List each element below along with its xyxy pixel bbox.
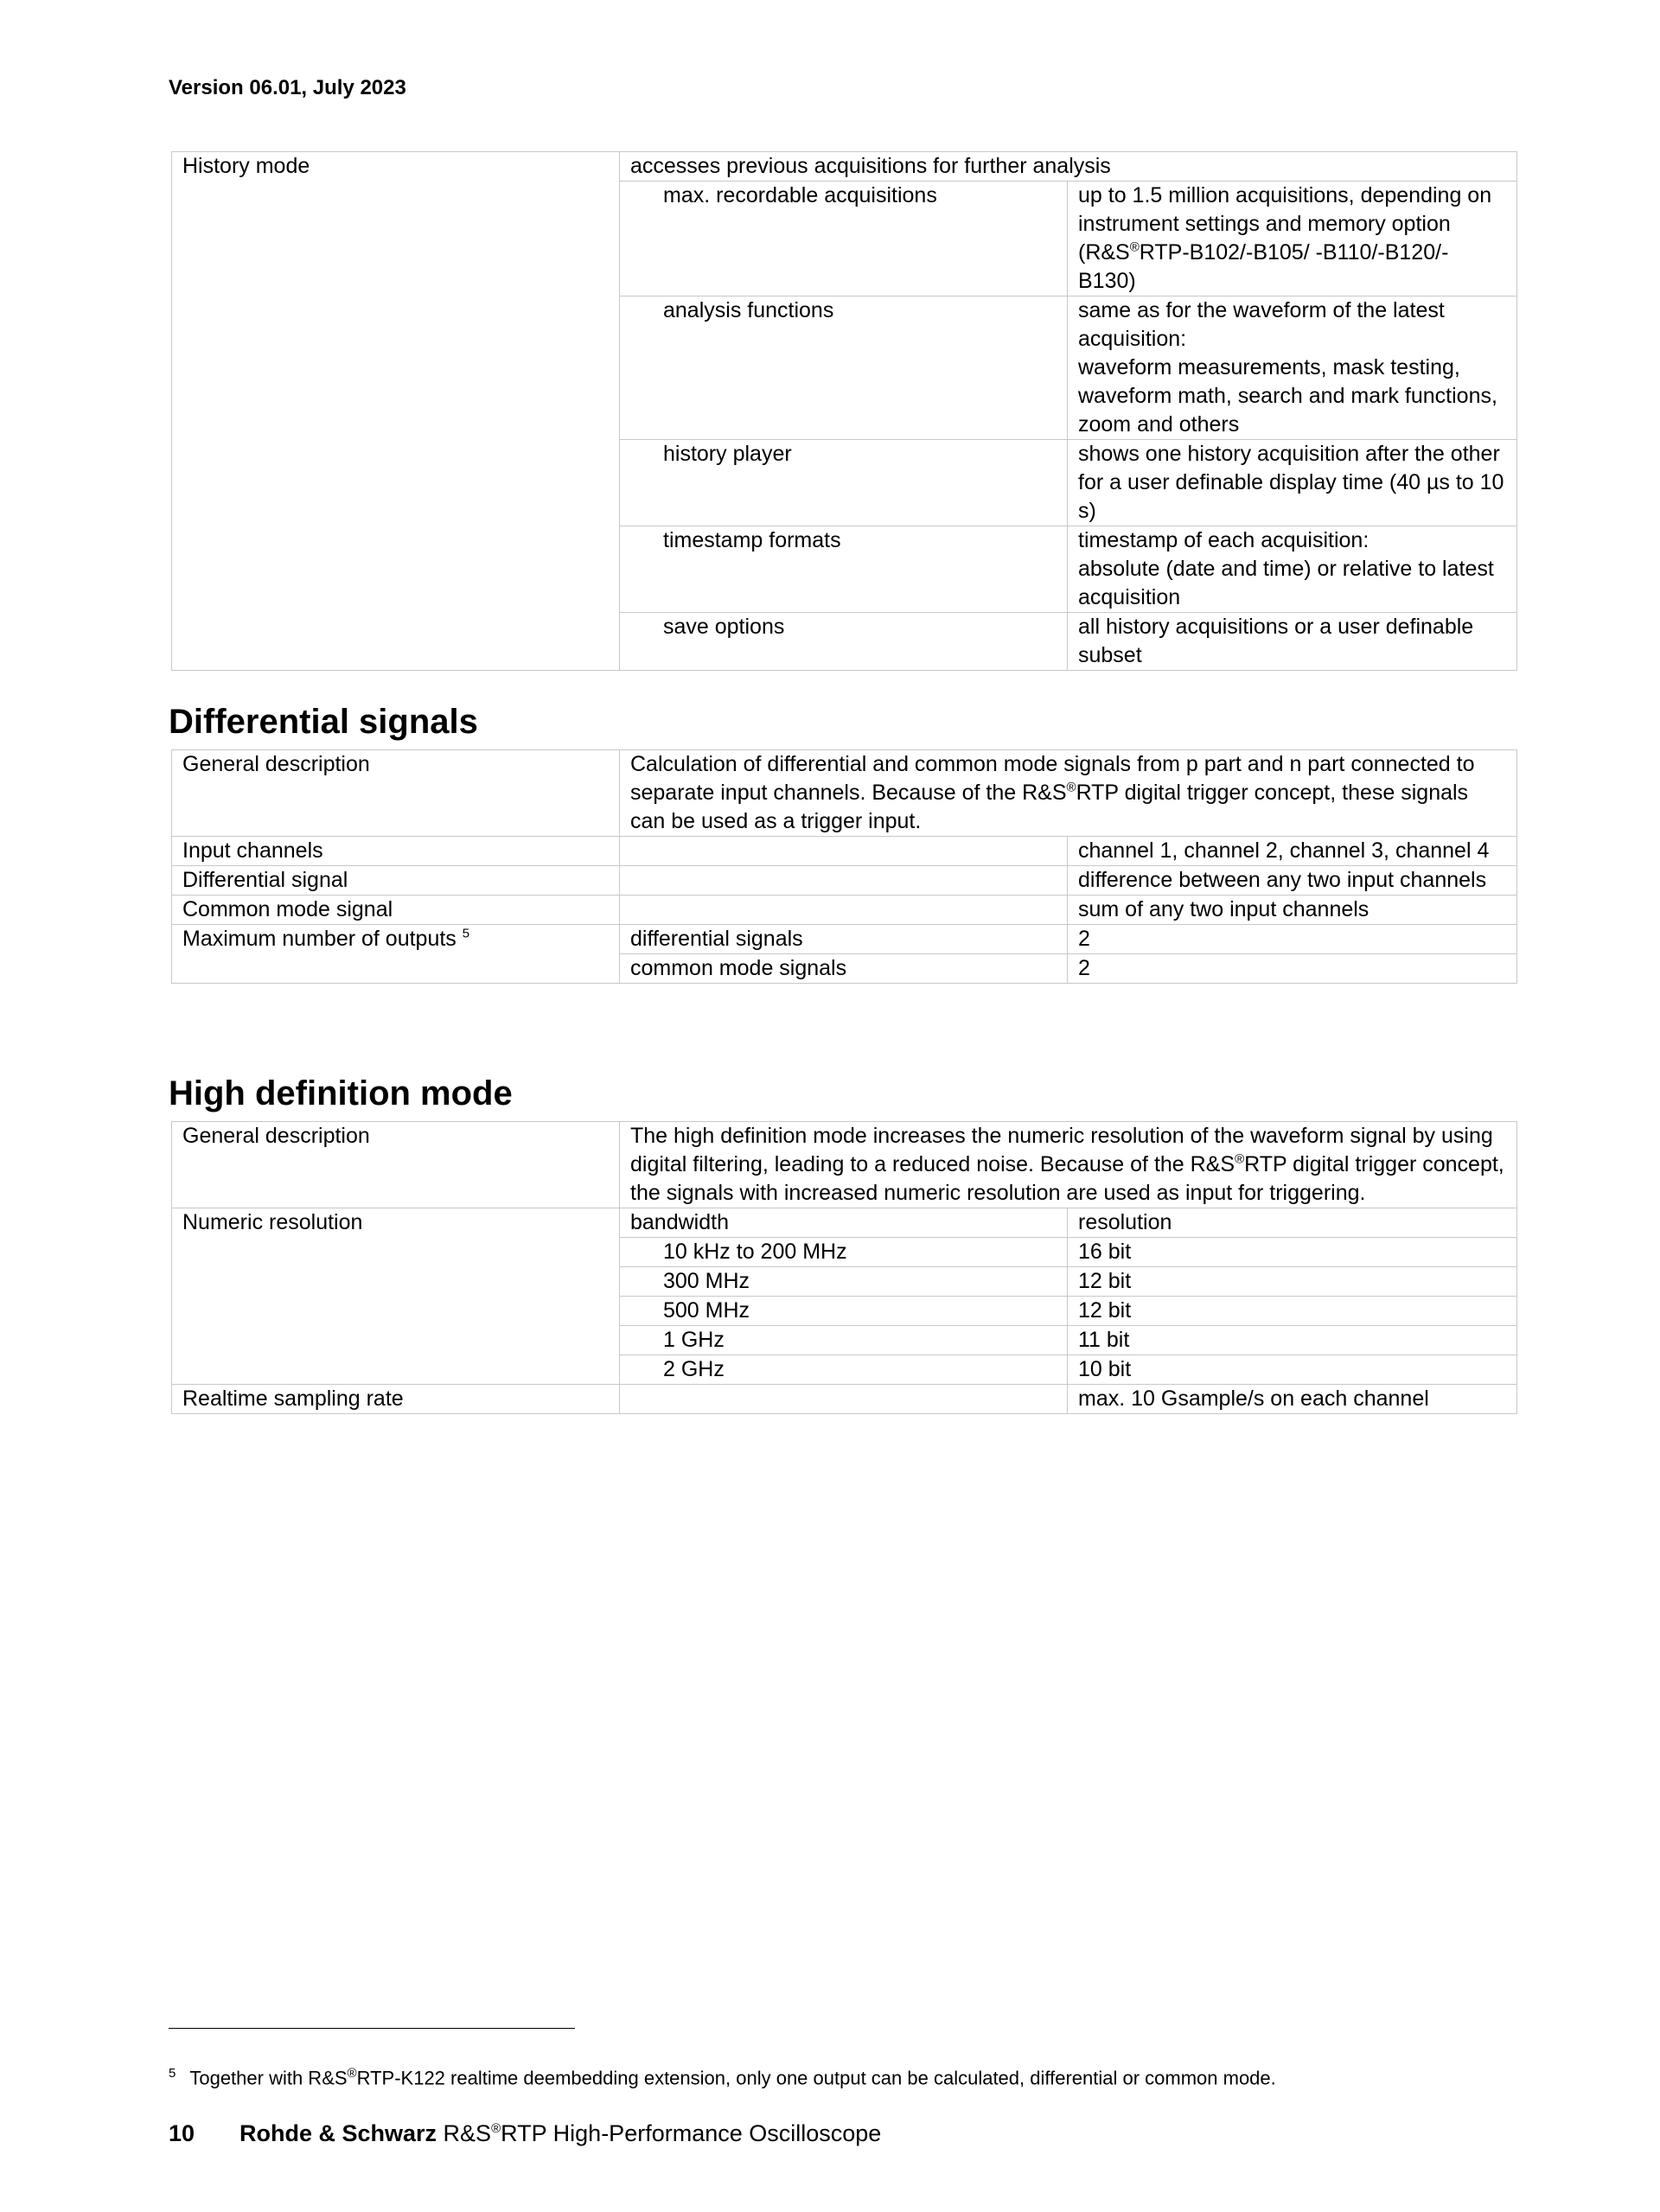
resolution-cell: 10 bit	[1068, 1355, 1517, 1385]
bandwidth-cell: 1 GHz	[620, 1326, 1068, 1355]
high-definition-heading: High definition mode	[169, 1074, 513, 1112]
param-value: up to 1.5 million acquisitions, depending on instrument settings and memory option (R&S®RTP-B102/-B105/ -B110/-B120/-B130)	[1068, 182, 1517, 296]
row-label: Differential signal	[172, 866, 620, 896]
footnote-number: 5	[169, 2066, 176, 2081]
output-name: common mode signals	[620, 954, 1068, 984]
table-row	[172, 925, 1517, 954]
column-header-resolution: resolution	[1068, 1208, 1517, 1238]
bandwidth-cell: 2 GHz	[620, 1355, 1068, 1385]
output-value: 2	[1068, 925, 1517, 954]
table-row	[172, 1122, 1517, 1208]
page-number: 10	[169, 2120, 195, 2146]
general-description: Calculation of differential and common mode signals from p part and n part connected to separate input channels. Because of the R&S®RTP digital trigger concept, these signals can be used as a trigger input.	[620, 750, 1517, 837]
registered-mark: ®	[1066, 780, 1076, 795]
table-row	[172, 1385, 1517, 1414]
table-row	[172, 837, 1517, 866]
row-value: sum of any two input channels	[1068, 896, 1517, 925]
bandwidth-cell: 10 kHz to 200 MHz	[620, 1238, 1068, 1267]
version-header: Version 06.01, July 2023	[169, 76, 406, 99]
param-value: all history acquisitions or a user definable subset	[1068, 613, 1517, 671]
row-label: General description	[172, 750, 620, 837]
row-value: max. 10 Gsample/s on each channel	[1068, 1385, 1517, 1414]
history-mode-label: History mode	[172, 152, 620, 671]
history-mode-intro: accesses previous acquisitions for further analysis	[620, 152, 1517, 182]
param-name: timestamp formats	[620, 526, 1068, 613]
param-name: save options	[620, 613, 1068, 671]
general-description: The high definition mode increases the numeric resolution of the waveform signal by using digital filtering, leading to a reduced noise. Because of the R&S®RTP digital trigger concept, the signals with increased numeric resolution are used as input for triggering.	[620, 1122, 1517, 1208]
history-mode-table	[171, 151, 1517, 671]
param-name: history player	[620, 440, 1068, 526]
table-row	[172, 866, 1517, 896]
row-label: General description	[172, 1122, 620, 1208]
table-row	[172, 750, 1517, 837]
brand-name: Rohde & Schwarz	[239, 2120, 437, 2146]
differential-signals-table	[171, 749, 1517, 984]
resolution-cell: 16 bit	[1068, 1238, 1517, 1267]
footnote: $^5$ Together with R&S®RTP-K122 realtime deembedding extension, only one output can be calculated, differential or common mode.	[169, 2066, 1276, 2089]
page-footer: 10 Rohde & Schwarz R&S®RTP High-Performance Oscilloscope	[169, 2120, 882, 2146]
bandwidth-cell: 300 MHz	[620, 1267, 1068, 1297]
row-label: Common mode signal	[172, 896, 620, 925]
row-label: Realtime sampling rate	[172, 1385, 620, 1414]
row-label: Input channels	[172, 837, 620, 866]
registered-mark: ®	[1235, 1151, 1245, 1167]
row-label: Maximum number of outputs $^5$	[172, 925, 620, 984]
footnote-divider	[169, 2028, 575, 2029]
differential-signals-heading: Differential signals	[169, 703, 478, 741]
resolution-cell: 11 bit	[1068, 1326, 1517, 1355]
registered-mark: ®	[1129, 239, 1140, 255]
table-row	[172, 896, 1517, 925]
row-value: channel 1, channel 2, channel 3, channel 4	[1068, 837, 1517, 866]
column-header-bandwidth: bandwidth	[620, 1208, 1068, 1238]
param-name: analysis functions	[620, 296, 1068, 440]
param-value: same as for the waveform of the latest acquisition: waveform measurements, mask testing, waveform math, search and mark functions, zoom and others	[1068, 296, 1517, 440]
table-row	[172, 152, 1517, 182]
param-value: shows one history acquisition after the other for a user definable display time (40 µs to 10 s)	[1068, 440, 1517, 526]
table-row	[172, 1208, 1517, 1238]
bandwidth-cell: 500 MHz	[620, 1297, 1068, 1326]
param-value: timestamp of each acquisition: absolute (date and time) or relative to latest acquisition	[1068, 526, 1517, 613]
param-name: max. recordable acquisitions	[620, 182, 1068, 296]
output-value: 2	[1068, 954, 1517, 984]
high-definition-table	[171, 1121, 1517, 1414]
row-value: difference between any two input channels	[1068, 866, 1517, 896]
resolution-cell: 12 bit	[1068, 1267, 1517, 1297]
footnote-ref: 5	[462, 926, 470, 941]
row-label: Numeric resolution	[172, 1208, 620, 1385]
resolution-cell: 12 bit	[1068, 1297, 1517, 1326]
registered-mark: ®	[491, 2121, 501, 2136]
registered-mark: ®	[347, 2066, 357, 2081]
output-name: differential signals	[620, 925, 1068, 954]
